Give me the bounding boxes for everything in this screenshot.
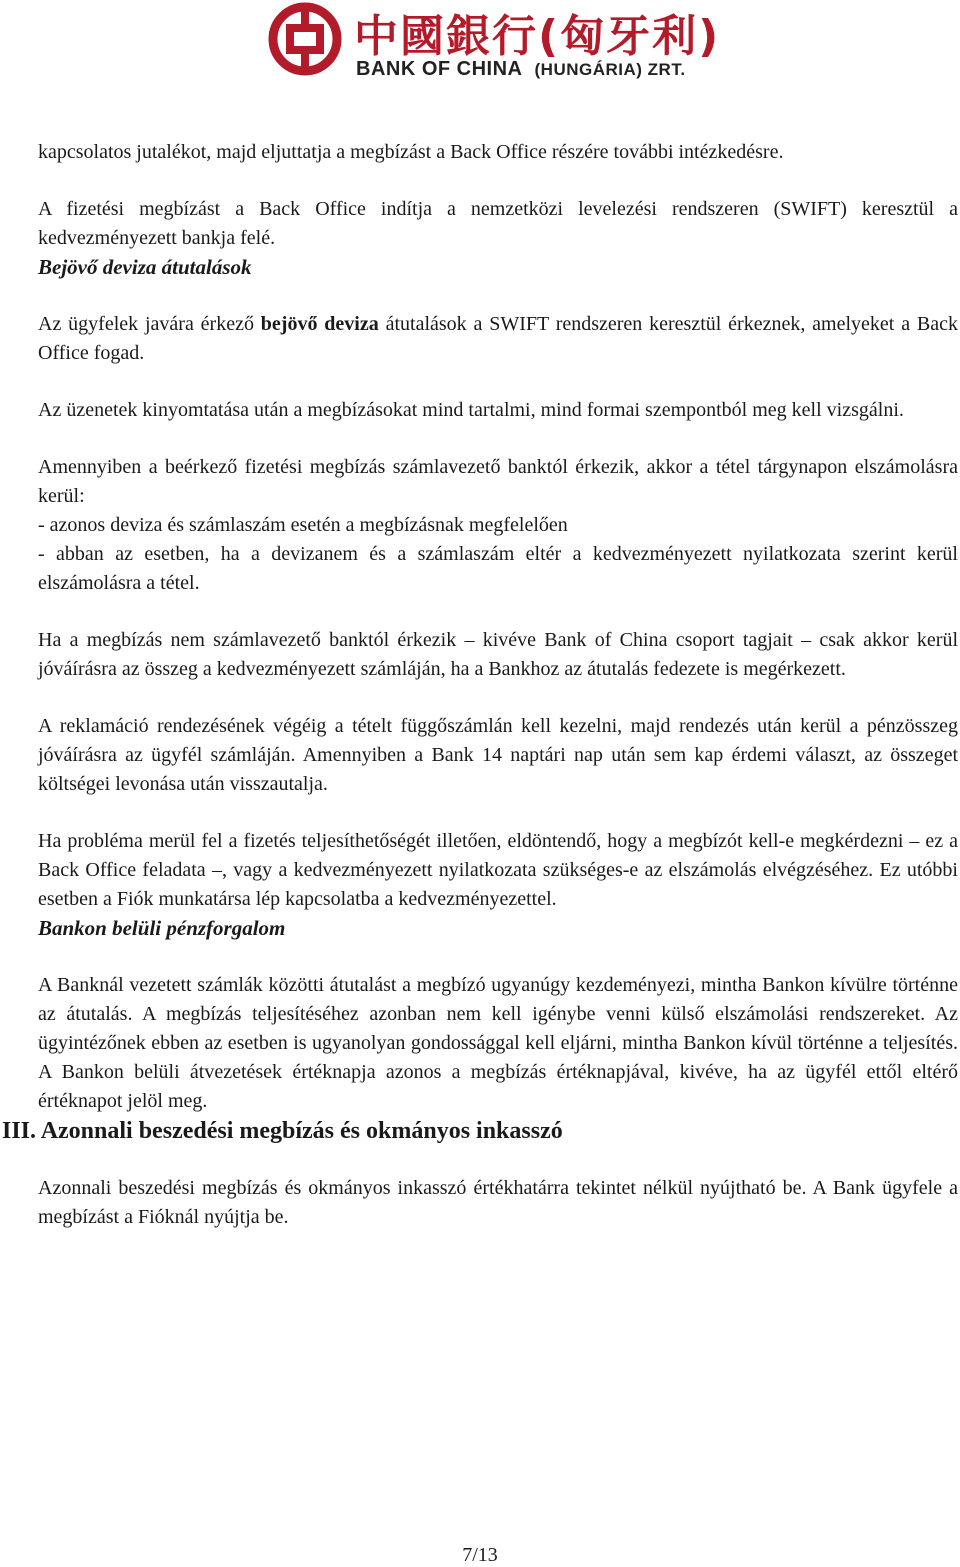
paragraph-2: A fizetési megbízást a Back Office indítja a nemzetközi levelezési rendszeren (SWIFT) keresztül a kedvezményezett bankja felé. [38, 198, 958, 249]
paragraph-5-dash-1: - azonos deviza és számlaszám esetén a megbízásnak megfelelően [38, 514, 568, 536]
paragraph-7: A reklamáció rendezésének végéig a tételt függőszámlán kell kezelni, majd rendezés után kerül a pénzösszeg jóváírásra az ügyfél számláján. Amennyiben a Bank 14 naptári nap után sem kap érdemi választ, az összeget költségei levonása után visszautalja. [38, 715, 958, 795]
paragraph-5-dash-2: - abban az esetben, ha a devizanem és a számlaszám eltér a kedvezményezett nyilatkozata szerint kerül elszámolásra a tétel. [38, 543, 958, 594]
logo-english-text [356, 58, 686, 81]
document-body [2, 138, 959, 1232]
paragraph-5-block [38, 453, 958, 598]
logo-english-sub: (HUNGÁRIA) ZRT. [534, 60, 686, 79]
heading-internal-payments: Bankon belüli pénzforgalom [38, 916, 286, 940]
paragraph-3-lead: Az ügyfelek javára érkező [38, 313, 261, 335]
paragraph-8: Ha probléma merül fel a fizetés teljesíthetőségét illetően, eldöntendő, hogy a megbízót kell-e megkérdezni – ez a Back Office feladata –, vagy a kedvezményezett nyilatkozata szükséges-e az elszámolás elvégzéséhez. Ez utóbbi esetben a Fiók munkatársa lép kapcsolatba a kedvezményezettel. [38, 830, 958, 910]
paragraph-5: Amennyiben a beérkező fizetési megbízás számlavezető banktól érkezik, akkor a tétel tárgynapon elszámolásra kerül: [38, 456, 958, 507]
paragraph-4: Az üzenetek kinyomtatása után a megbízásokat mind tartalmi, mind formai szempontból meg kell vizsgálni. [38, 399, 904, 421]
paragraph-9: A Banknál vezetett számlák közötti átutalást a megbízó ugyanúgy kezdeményezi, mintha Bankon kívülre történne az átutalás. A megbízás teljesítéséhez azonban nem kell igénybe venni külső elszámolási rendszereket. Az ügyintézőnek ebben az esetben is ugyanolyan gondossággal kell eljárni, mintha Bankon kívül történne a teljesítés. A Bankon belüli átvezetések értéknapja azonos a megbízás értéknapjával, kivéve, ha az ügyfél ettől eltérő értéknapot jelöl meg. [38, 974, 958, 1112]
paragraph-6: Ha a megbízás nem számlavezető banktól érkezik – kivéve Bank of China csoport tagjait – csak akkor kerül jóváírásra az összeg a kedvezményezett számláján, ha a Bankhoz az átutalás fedezete is megérkezett. [38, 629, 958, 680]
paragraph-10: Azonnali beszedési megbízás és okmányos inkasszó értékhatárra tekintet nélkül nyújtható be. A Bank ügyfele a megbízást a Fióknál nyújtja be. [38, 1177, 958, 1228]
logo-english-name: BANK OF CHINA [356, 58, 523, 80]
page-number: 7/13 [462, 1544, 498, 1566]
logo-chinese-text: 中國銀行(匈牙利) [354, 11, 721, 62]
paragraph-1: kapcsolatos jutalékot, majd eljuttatja a megbízást a Back Office részére további intézkedésre. [38, 141, 784, 163]
bank-logo [0, 0, 960, 90]
heading-section-3: III. Azonnali beszedési megbízás és okmányos inkasszó [2, 1118, 563, 1144]
paragraph-3-tail: átutalások a SWIFT rendszeren keresztül érkeznek, amelyeket a Back Office fogad. [38, 313, 959, 364]
heading-incoming-transfers: Bejövő deviza átutalások [38, 255, 252, 279]
paragraph-3 [38, 310, 958, 368]
paragraph-3-bold: bejövő deviza [260, 313, 379, 335]
bank-of-china-emblem-icon [268, 2, 342, 76]
